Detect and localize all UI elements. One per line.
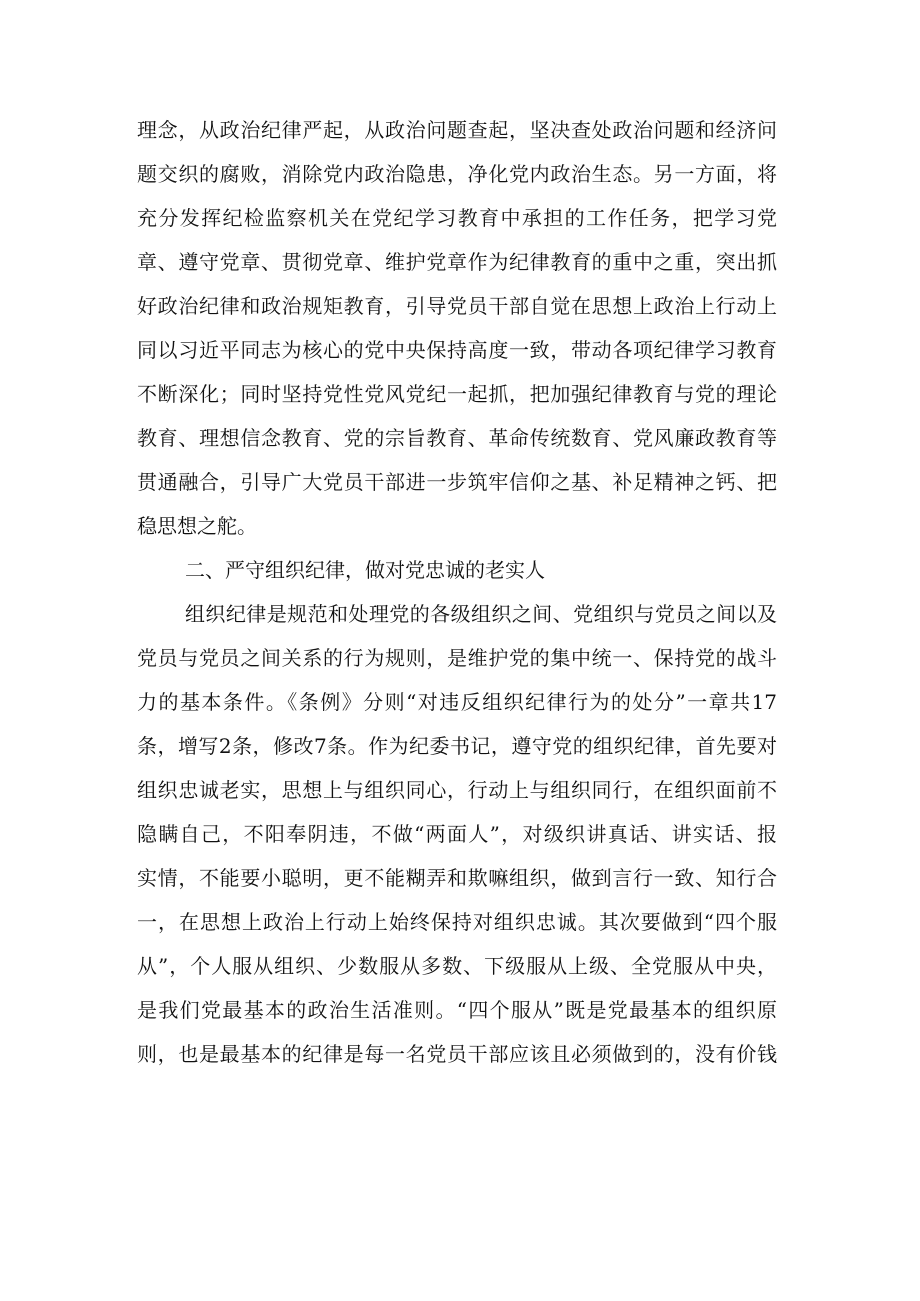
- text-line: 力的基本条件。《条例》分则“对违反组织纪律行为的处分”一章共17: [137, 690, 777, 714]
- paragraph-2: [137, 592, 777, 1076]
- body-text: [137, 108, 777, 1076]
- text-line: 组织纪律是规范和处理党的各级组织之间、党组织与党员之间以及: [185, 602, 777, 626]
- text-line: 党员与党员之间关系的行为规则，是维护党的集中统一、保持党的战斗: [137, 646, 777, 670]
- text-line: 条，增写2条，修改7条。作为纪委书记，遵守党的组织纪律，首先要对: [137, 734, 777, 758]
- text-line: 同以习近平同志为核心的党中央保持高度一致，带动各项纪律学习教育: [137, 338, 777, 362]
- text-line: 实情，不能要小聪明，更不能糊弄和欺嘛组织，做到言行一致、知行合: [137, 866, 777, 890]
- text-line: 一，在思想上政治上行动上始终保持对组织忠诚。其次要做到“四个服: [137, 910, 777, 934]
- text-line: 组织忠诚老实，思想上与组织同心，行动上与组织同行，在组织面前不: [137, 778, 777, 802]
- text-line: 从”，个人服从组织、少数服从多数、下级服从上级、全党服从中央，: [137, 954, 777, 978]
- section-heading: 二、严守组织纪律，做对党忠诚的老实人: [185, 558, 545, 582]
- paragraph-1: [137, 108, 777, 548]
- text-line: 则，也是最基本的纪律是每一名党员干部应该且必须做到的，没有价钱: [137, 1042, 777, 1066]
- text-line: 稳思想之舵。: [137, 514, 257, 538]
- text-line: 好政治纪律和政治规矩教育，引导党员干部自觉在思想上政治上行动上: [137, 294, 777, 318]
- text-line: 教育、理想信念教育、党的宗旨教育、革命传统数育、党风廉政教育等: [137, 426, 777, 450]
- text-line: 充分发挥纪检监察机关在党纪学习教育中承担的工作任务，把学习党: [137, 206, 777, 230]
- text-line: 是我们党最基本的政治生活准则。“四个服从”既是党最基本的组织原: [137, 998, 777, 1022]
- text-line: 贯通融合，引导广大党员干部进一步筑牢信仰之基、补足精神之钙、把: [137, 470, 777, 494]
- text-line: 不断深化；同时坚持党性党风党纪一起抓，把加强纪律教育与党的理论: [137, 382, 777, 406]
- text-line: 隐瞒自己，不阳奉阴违，不做“两面人”，对级织讲真话、讲实话、报: [137, 822, 777, 846]
- text-line: 理念，从政治纪律严起，从政治问题查起，坚决查处政治问题和经济问: [137, 118, 777, 142]
- text-line: 章、遵守党章、贯彻党章、维护党章作为纪律教育的重中之重，突出抓: [137, 250, 777, 274]
- text-line: 题交织的腐败，消除党内政治隐患，净化党内政治生态。另一方面，将: [137, 162, 777, 186]
